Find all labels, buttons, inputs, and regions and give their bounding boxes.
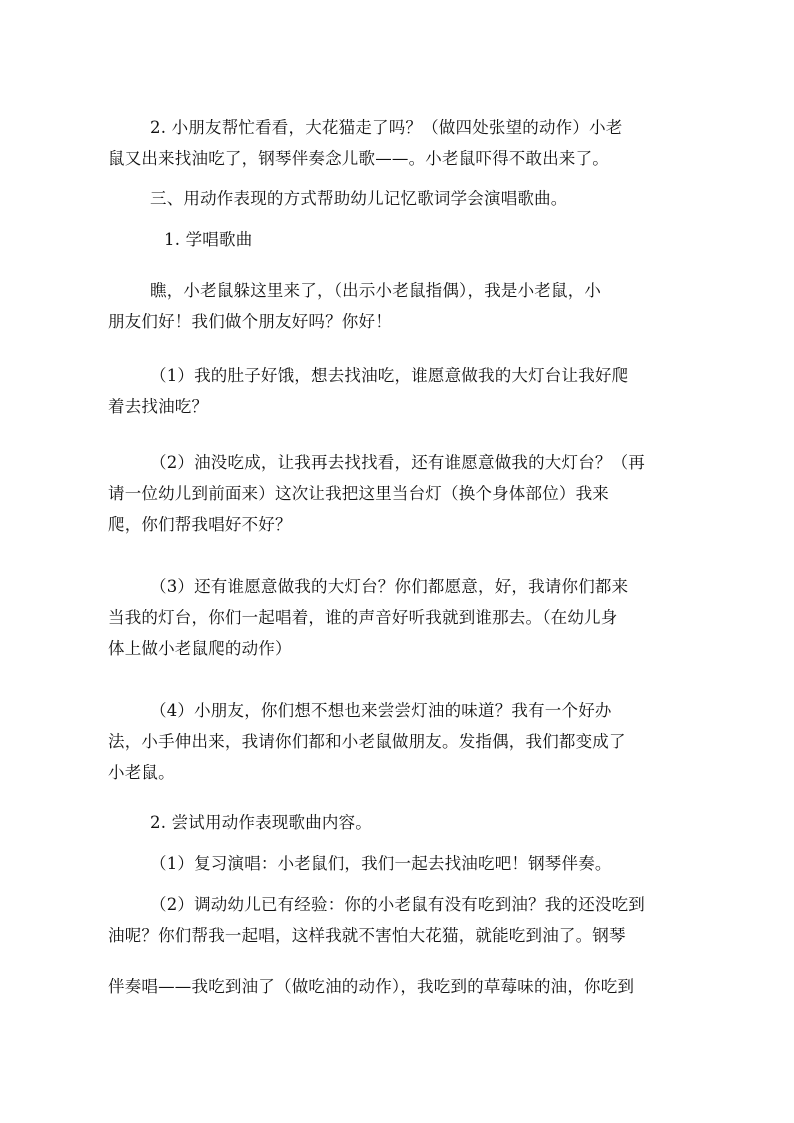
- text-line: （2）调动幼儿已有经验：你的小老鼠有没有吃到油？我的还没吃到: [150, 895, 645, 914]
- text-line: 小老鼠。: [108, 763, 175, 782]
- text-line: （1）复习演唱：小老鼠们，我们一起去找油吃吧！钢琴伴奏。: [150, 854, 612, 873]
- text-line: 当我的灯台，你们一起唱着，谁的声音好听我就到谁那去。（在幼儿身: [108, 608, 618, 627]
- text-line: 2. 小朋友帮忙看看，大花猫走了吗？（做四处张望的动作）小老: [150, 118, 623, 137]
- text-line: （3）还有谁愿意做我的大灯台？你们都愿意，好，我请你们都来: [150, 577, 629, 596]
- section-heading: 三、用动作表现的方式帮助幼儿记忆歌词学会演唱歌曲。: [150, 189, 568, 208]
- text-line: 伴奏唱——我吃到油了（做吃油的动作），我吃到的草莓味的油，你吃到: [108, 977, 635, 996]
- text-line: 着去找油吃？: [108, 397, 209, 416]
- text-line: 法，小手伸出来，我请你们都和小老鼠做朋友。发指偶，我们都变成了: [108, 732, 626, 751]
- text-line: 请一位幼儿到前面来）这次让我把这里当台灯（换个身体部位）我来: [108, 484, 609, 503]
- subsection-heading: 2. 尝试用动作表现歌曲内容。: [150, 813, 372, 832]
- text-line: 朋友们好！我们做个朋友好吗？你好！: [108, 312, 392, 331]
- text-line: 鼠又出来找油吃了，钢琴伴奏念儿歌——。小老鼠吓得不敢出来了。: [108, 149, 609, 168]
- text-line: 油呢？你们帮我一起唱，这样我就不害怕大花猫，就能吃到油了。钢琴: [108, 926, 626, 945]
- text-line: （1）我的肚子好饿，想去找油吃，谁愿意做我的大灯台让我好爬: [150, 366, 629, 385]
- text-line: 爬，你们帮我唱好不好？: [108, 515, 292, 534]
- text-line: 体上做小老鼠爬的动作）: [108, 639, 292, 658]
- text-line: （2）油没吃成，让我再去找找看，还有谁愿意做我的大灯台？（再: [150, 453, 645, 472]
- text-line: 瞧，小老鼠躲这里来了，（出示小老鼠指偶），我是小老鼠，小: [150, 281, 602, 300]
- subsection-heading: 1. 学唱歌曲: [164, 230, 253, 249]
- text-line: （4）小朋友，你们想不想也来尝尝灯油的味道？我有一个好办: [150, 701, 612, 720]
